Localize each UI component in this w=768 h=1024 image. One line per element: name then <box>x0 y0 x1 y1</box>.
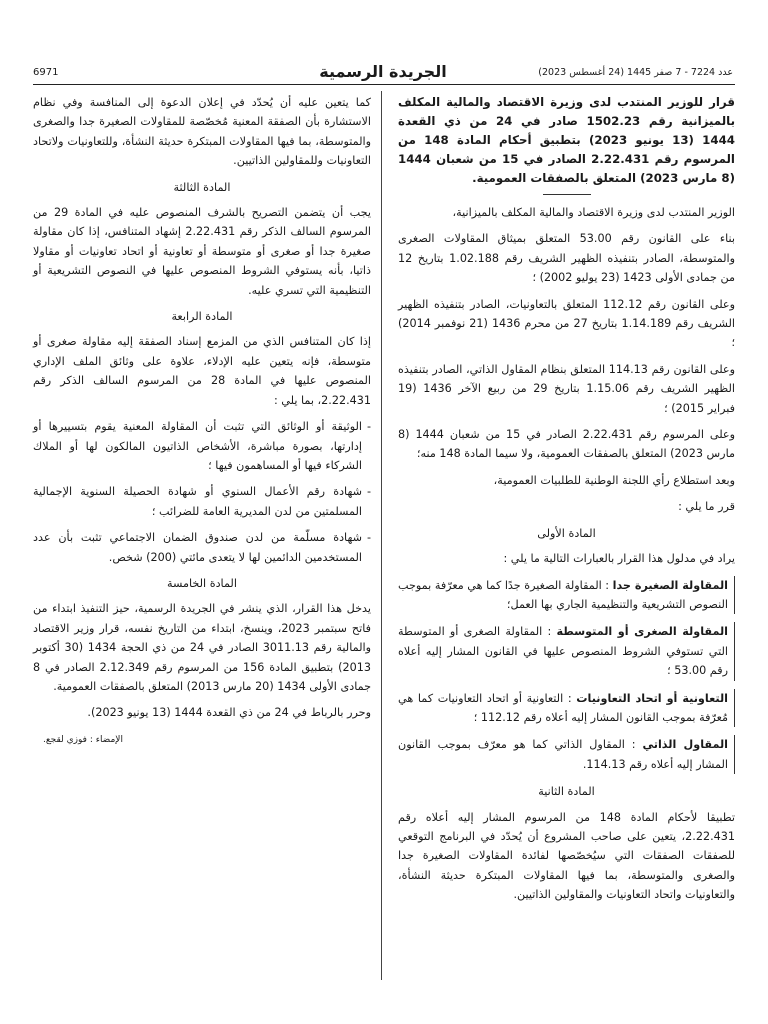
preamble-commission: وبعد استطلاع رأي اللجنة الوطنية للطلبيات العمومية، <box>493 473 735 487</box>
article-1-heading: المادة الأولى <box>537 526 596 540</box>
list-item <box>33 417 371 475</box>
list-item-text: شهادة رقم الأعمال السنوي أو شهادة الحصيلة السنوية الإجمالية المسلمتين من لدن المديرية العامة للضرائب ؛ <box>33 485 362 518</box>
column-divider <box>381 91 382 980</box>
list-item <box>33 482 371 521</box>
article-5-text: يدخل هذا القرار، الذي ينشر في الجريدة الرسمية، حيز التنفيذ ابتداء من فاتح سبتمبر 2023، وينسخ، ابتداء من التاريخ نفسه، قرار وزير الاقتصاد والمالية رقم 3011.13 الصادر في 24 من ذي الحجة 1434 (30 أكتوبر 2013) بتطبيق المادة 156 من المرسوم رقم 2.12.349 الصادر في 8 جمادى الأولى 1434 (20 مارس 2013) المتعلق بالصفقات العمومية. <box>33 602 371 693</box>
gazette-name: الجريدة الرسمية <box>319 62 447 81</box>
article-3-heading: المادة الثالثة <box>173 180 231 194</box>
dash-bullet: - <box>366 485 371 499</box>
definition-term: المقاولة الصغرى أو المتوسطة <box>556 625 728 639</box>
title-separator <box>543 194 591 195</box>
article-1-intro: يراد في مدلول هذا القرار بالعبارات التالية ما يلي : <box>503 552 735 566</box>
definition-term: المقاولة الصغيرة جدا <box>612 578 728 592</box>
definition-item <box>398 576 735 615</box>
definition-item <box>398 622 735 680</box>
list-item <box>33 528 371 567</box>
dash-bullet: - <box>366 420 371 434</box>
definition-term: التعاونية أو اتحاد التعاونيات <box>576 691 729 705</box>
definition-text: : المقاول الذاتي كما هو معرّف بموجب القانون المشار إليه أعلاه رقم 114.13. <box>398 738 728 771</box>
definition-text: : التعاونية أو اتحاد التعاونيات كما هي مُعرّفة بموجب القانون المشار إليه أعلاه رقم 112.12 ؛ <box>398 691 728 724</box>
article-5-heading: المادة الخامسة <box>167 576 237 590</box>
preamble-law-114-13: وعلى القانون رقم 114.13 المتعلق بنظام المقاول الذاتي، الصادر بتنفيذه الظهير الشريف رقم 1.15.06 بتاريخ 29 من ربيع الآخر 1436 (19 فبراير 2015) ؛ <box>398 362 736 415</box>
definition-item <box>398 689 735 728</box>
article-4-heading: المادة الرابعة <box>171 310 233 324</box>
header-rule <box>33 84 735 85</box>
list-item-text: الوثيقة أو الوثائق التي تثبت أن المقاولة المعنية يقوم بتسييرها أو إدارتها، بصورة مباشرة، الأشخاص الذاتيون المالكون لها أو الملاك الشركاء فيها أو المساهمون فيها ؛ <box>33 420 362 472</box>
list-item-text: شهادة مسلّمة من لدن صندوق الضمان الاجتماعي تثبت بأن عدد المستخدمين الدائمين لها لا يتعدى مائتي (200) شخص. <box>33 531 362 564</box>
definition-text: : المقاولة الصغيرة جدًا كما هي معرّفة بموجب النصوص التشريعية والتنظيمية الجاري بها العمل؛ <box>398 578 728 611</box>
dash-bullet: - <box>366 531 371 545</box>
article-4-intro: إذا كان المتنافس الذي من المزمع إسناد الصفقة إليه مقاولة صغرى أو متوسطة، فإنه يتعين عليه الإدلاء، علاوة على وثائق الملف الإداري المنصوص عليها في المادة 28 من المرسوم السالف الذكر رقم 2.22.431، بما يلي : <box>33 335 371 407</box>
page-number: 6971 <box>33 67 59 78</box>
signature: الإمضاء : فوزي لقجع. <box>43 734 123 745</box>
article-2-heading: المادة الثانية <box>538 785 595 799</box>
closing-line: وحرر بالرباط في 24 من ذي القعدة 1444 (13 يونيو 2023). <box>87 706 371 720</box>
definition-term: المقاول الذاتي <box>642 738 728 752</box>
preamble-decree-2-22-431: وعلى المرسوم رقم 2.22.431 الصادر في 15 من شعبان 1444 (8 مارس 2023) المتعلق بالصفقات العمومية، ولا سيما المادة 148 منه؛ <box>398 428 735 461</box>
preamble-minister: الوزير المنتدب لدى وزيرة الاقتصاد والمالية المكلف بالميزانية، <box>452 206 735 219</box>
right-column <box>398 93 735 912</box>
preamble-law-112-12: وعلى القانون رقم 112.12 المتعلق بالتعاونيات، الصادر بتنفيذه الظهير الشريف رقم 1.14.189 بتاريخ 27 من محرم 1436 (21 نوفمبر 2014) ؛ <box>398 297 736 350</box>
decides: قرر ما يلي : <box>678 500 735 514</box>
left-column <box>33 93 371 750</box>
article-2-continuation: كما يتعين عليه أن يُحدّد في إعلان الدعوة إلى المنافسة وفي نظام الاستشارة بأن الصفقة المعنية مُخصّصة للمقاولات الصغيرة جدا والصغرى والمتوسطة، بما فيها المقاولات المبتكرة حديثة النشأة، وللتعاونيات ولاتحاد التعاونيات وللمقاولين الذاتيين. <box>33 96 371 168</box>
page-header <box>33 62 733 84</box>
article-2-text: تطبيقا لأحكام المادة 148 من المرسوم المشار إليه أعلاه رقم 2.22.431، يتعين على صاحب المشروع أن يُحدّد في البرنامج التوقعي للصفقات الصفقات التي سيُخصّصها لفائدة المقاولات الصغيرة جدا والصغرى والمتوسطة، بما فيها المقاولات المبتكرة حديثة النشأة، والتعاونيات واتحاد التعاونيات والمقاولين الذاتيين. <box>398 810 735 902</box>
definition-item <box>398 735 735 774</box>
definition-text: : المقاولة الصغرى أو المتوسطة التي تستوفي الشروط المنصوص عليها في القانون المشار إليه أعلاه رقم 53.00 ؛ <box>398 625 728 678</box>
issue-info: عدد 7224 - 7 صفر 1445 (24 أغسطس 2023) <box>538 67 733 78</box>
preamble-law-53-00: بناء على القانون رقم 53.00 المتعلق بميثاق المقاولات الصغرى والمتوسطة، الصادر بتنفيذه الظهير الشريف رقم 1.02.188 بتاريخ 12 من جمادى الأولى 1423 (23 يوليو 2002) ؛ <box>398 232 736 285</box>
article-3-text: يجب أن يتضمن التصريح بالشرف المنصوص عليه في المادة 29 من المرسوم السالف الذكر رقم 2.22.431 إشهاد المتنافس، إذا كان مقاولة صغيرة جدا أو صغرى أو متوسطة أو تعاونية أو اتحاد تعاونيات أو مقاولا ذاتيا، بأنه يستوفي الشروط المنصوص عليها في النصوص التشريعية أو التنظيمية التي تسري عليه. <box>33 206 371 297</box>
decree-title: قرار للوزير المنتدب لدى وزيرة الاقتصاد والمالية المكلف بالميزانية رقم 1502.23 صادر في 24 من ذي القعدة 1444 (13 يونيو 2023) بتطبيق أحكام المادة 148 من المرسوم رقم 2.22.431 الصادر في 15 من شعبان 1444 (8 مارس 2023) المتعلق بالصفقات العمومية. <box>398 95 736 185</box>
